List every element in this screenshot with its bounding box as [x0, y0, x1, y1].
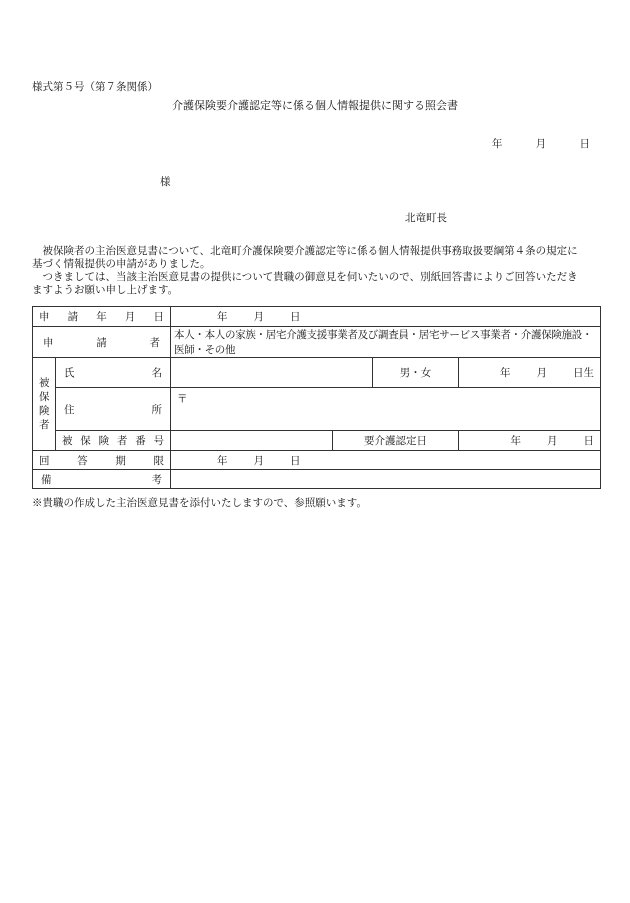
- care-level-date-field[interactable]: 年 月 日: [459, 431, 601, 451]
- name-field[interactable]: [171, 358, 373, 388]
- birth-date-field[interactable]: 年 月 日生: [459, 358, 601, 388]
- footnote: ※貴職の作成した主治医意見書を添付いたしますので、参照願います。: [32, 497, 367, 509]
- insured-label: 被 保 険 者: [33, 358, 56, 451]
- reply-deadline-field[interactable]: 年 月 日: [171, 451, 601, 470]
- address-label: 住 所: [56, 388, 171, 431]
- addressee-suffix: 様: [160, 176, 171, 188]
- application-date-field[interactable]: 年 月 日: [171, 307, 601, 327]
- name-label: 氏 名: [56, 358, 171, 388]
- postal-mark: 〒: [177, 393, 188, 405]
- insured-number-label: 被 保 険 者 番 号: [56, 431, 171, 451]
- date-day: 日: [579, 138, 590, 150]
- row-insured-name: [33, 358, 601, 388]
- applicant-options[interactable]: 本人・本人の家族・居宅介護支援事業者及び調査員・居宅サービス事業者・介護保険施設・医師・その他: [171, 327, 601, 358]
- row-insured-address: [33, 388, 601, 431]
- remarks-label: 備 考: [33, 470, 171, 489]
- applicant-label: 申 請 者: [33, 327, 171, 358]
- body-text: [32, 245, 587, 297]
- sex-selector[interactable]: 男・女: [373, 358, 459, 388]
- inquiry-form-table: [32, 306, 601, 489]
- care-level-date-label: 要介護認定日: [333, 431, 459, 451]
- sender-name: 北竜町長: [405, 212, 447, 224]
- row-reply-deadline: [33, 451, 601, 470]
- remarks-field[interactable]: [171, 470, 601, 489]
- reply-deadline-label: 回 答 期 限: [33, 451, 171, 470]
- insured-number-field[interactable]: [171, 431, 333, 451]
- document-date: [462, 138, 590, 151]
- row-application-date: [33, 307, 601, 327]
- date-year: 年: [491, 138, 503, 150]
- date-month: 月: [535, 138, 547, 150]
- application-date-label: 申 請 年 月 日: [33, 307, 171, 327]
- form-number: 様式第５号（第７条関係）: [32, 81, 158, 93]
- row-remarks: [33, 470, 601, 489]
- address-field[interactable]: [171, 388, 601, 431]
- row-insured-number: [33, 431, 601, 451]
- body-paragraph-2: つきましては、当該主治医意見書の提供について貴職の御意見を伺いたいので、別紙回答書によりご回答いただきますようお願い申し上げます。: [32, 271, 578, 296]
- row-applicant: [33, 327, 601, 358]
- document-title: 介護保険要介護認定等に係る個人情報提供に関する照会書: [172, 99, 458, 112]
- body-paragraph-1: 被保険者の主治医意見書について、北竜町介護保険要介護認定等に係る個人情報提供事務取扱要綱第４条の規定に基づく情報提供の申請がありました。: [32, 245, 578, 270]
